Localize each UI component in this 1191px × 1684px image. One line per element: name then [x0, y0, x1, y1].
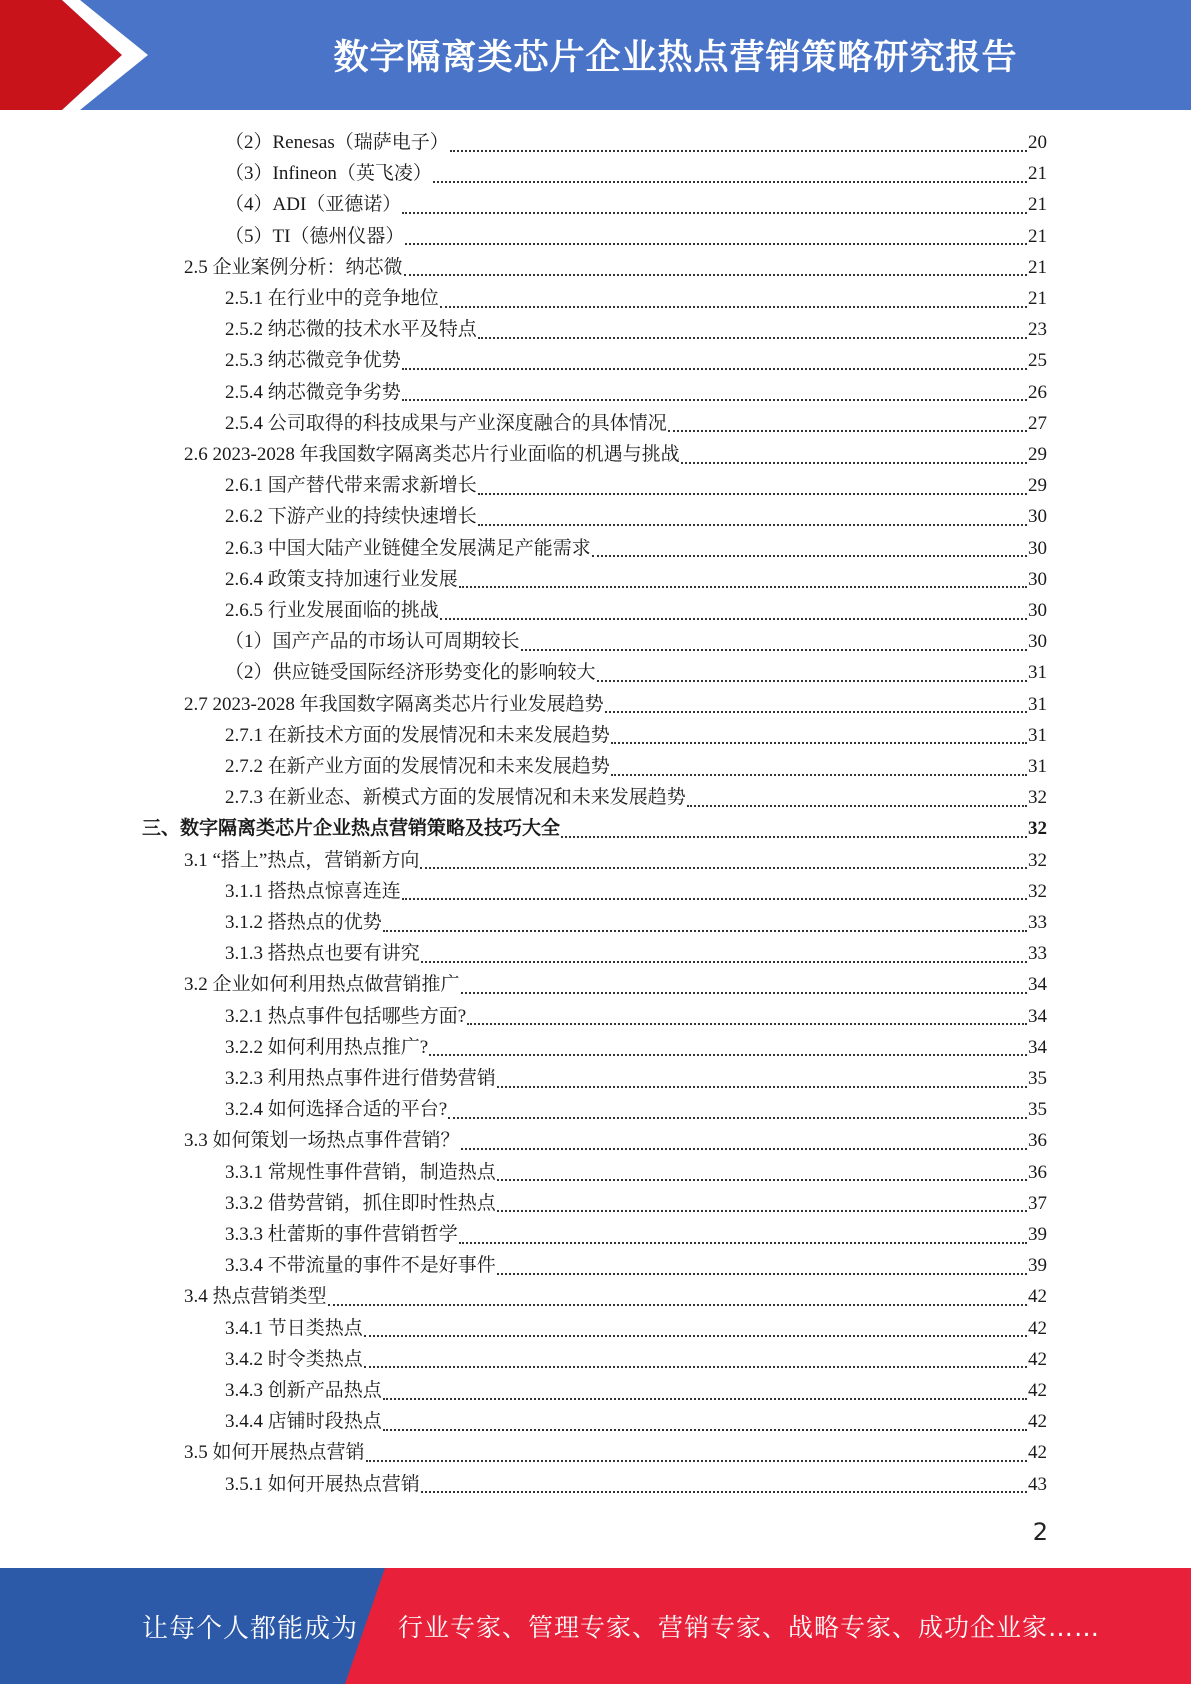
toc-entry[interactable] — [184, 252, 1047, 283]
toc-entry-page: 30 — [1028, 506, 1047, 528]
toc-dot-leader — [405, 243, 1027, 245]
toc-dot-leader — [420, 867, 1027, 869]
toc-dot-leader — [402, 399, 1027, 401]
toc-entry-title: 2.7.3 在新业态、新模式方面的发展情况和未来发展趋势 — [225, 787, 686, 809]
toc-entry-title: 2.5.2 纳芯微的技术水平及特点 — [225, 319, 477, 341]
toc-entry-page: 27 — [1028, 412, 1047, 434]
toc-dot-leader — [404, 274, 1027, 276]
toc-entry-page: 30 — [1028, 568, 1047, 590]
toc-entry[interactable] — [142, 813, 1047, 844]
toc-entry-title: 2.5.3 纳芯微竞争优势 — [225, 350, 401, 372]
toc-dot-leader — [461, 1148, 1027, 1150]
toc-entry[interactable] — [184, 969, 1047, 1000]
toc-entry-page: 31 — [1028, 693, 1047, 715]
toc-entry-page: 42 — [1028, 1442, 1047, 1464]
toc-dot-leader — [497, 1273, 1027, 1275]
toc-dot-leader — [478, 493, 1027, 495]
toc-entry[interactable] — [184, 1281, 1047, 1312]
toc-entry[interactable] — [225, 938, 1047, 969]
toc-entry-page: 20 — [1028, 132, 1047, 153]
toc-entry-title: 2.7 2023-2028 年我国数字隔离类芯片行业发展趋势 — [184, 693, 604, 715]
toc-entry-title: 2.5.4 纳芯微竞争劣势 — [225, 381, 401, 403]
toc-entry[interactable] — [225, 221, 1047, 252]
toc-entry-title: 3.3 如何策划一场热点事件营销？ — [184, 1130, 460, 1152]
toc-dot-leader — [364, 1366, 1027, 1368]
toc-dot-leader — [497, 1179, 1027, 1181]
toc-entry-page: 42 — [1028, 1348, 1047, 1370]
toc-entry-page: 26 — [1028, 381, 1047, 403]
toc-entry[interactable] — [225, 564, 1047, 595]
toc-entry-page: 37 — [1028, 1192, 1047, 1214]
toc-entry-page: 39 — [1028, 1255, 1047, 1277]
toc-entry-title: 2.7.1 在新技术方面的发展情况和未来发展趋势 — [225, 724, 610, 746]
toc-entry-page: 31 — [1028, 724, 1047, 746]
toc-dot-leader — [681, 462, 1027, 464]
toc-entry-page: 34 — [1028, 1005, 1047, 1027]
toc-entry-page: 36 — [1028, 1161, 1047, 1183]
toc-dot-leader — [421, 961, 1027, 963]
toc-entry-title: 3.1.2 搭热点的优势 — [225, 912, 382, 933]
toc-entry[interactable] — [225, 876, 1047, 907]
toc-entry[interactable] — [184, 1125, 1047, 1156]
toc-entry-title: 3.5.1 如何开展热点营销 — [225, 1473, 420, 1495]
toc-dot-leader — [440, 618, 1027, 620]
toc-dot-leader — [687, 805, 1027, 807]
toc-entry-page: 32 — [1028, 787, 1047, 809]
toc-entry[interactable] — [225, 1469, 1047, 1500]
toc-dot-leader — [478, 524, 1027, 526]
toc-entry[interactable] — [225, 314, 1047, 345]
toc-entry-page: 30 — [1028, 600, 1047, 621]
toc-dot-leader — [364, 1335, 1027, 1337]
toc-entry[interactable] — [225, 1250, 1047, 1281]
toc-entry-title: 3.2.3 利用热点事件进行借势营销 — [225, 1068, 496, 1089]
toc-dot-leader — [402, 212, 1027, 214]
toc-entry-title: 2.6.3 中国大陆产业链健全发展满足产能需求 — [225, 537, 591, 559]
toc-entry-title: 3.1 “搭上”热点，营销新方向 — [184, 849, 420, 871]
toc-dot-leader — [478, 337, 1027, 339]
toc-entry[interactable] — [225, 345, 1047, 376]
toc-entry-page: 39 — [1028, 1224, 1047, 1245]
toc-entry-page: 43 — [1028, 1473, 1047, 1495]
toc-entry-page: 32 — [1028, 818, 1047, 840]
toc-dot-leader — [440, 306, 1027, 308]
report-header — [0, 0, 1191, 110]
toc-entry-page: 42 — [1028, 1317, 1047, 1339]
toc-entry-page: 31 — [1028, 662, 1047, 684]
toc-entry-page: 34 — [1028, 974, 1047, 996]
toc-entry-page: 21 — [1028, 225, 1047, 247]
toc-entry-page: 31 — [1028, 756, 1047, 777]
toc-entry-page: 42 — [1028, 1380, 1047, 1401]
toc-entry-page: 33 — [1028, 943, 1047, 965]
toc-entry[interactable] — [225, 751, 1047, 782]
toc-dot-leader — [461, 992, 1027, 994]
toc-entry-title: 3.3.3 杜蕾斯的事件营销哲学 — [225, 1224, 458, 1245]
toc-dot-leader — [467, 1023, 1027, 1025]
toc-entry-title: 2.6.5 行业发展面临的挑战 — [225, 600, 439, 621]
toc-entry-title: 2.6.1 国产替代带来需求新增长 — [225, 475, 477, 497]
toc-dot-leader — [497, 1086, 1027, 1088]
toc-entry[interactable] — [225, 1344, 1047, 1375]
toc-dot-leader — [611, 742, 1027, 744]
toc-entry[interactable] — [225, 626, 1047, 657]
footer-slogan-right: 行业专家、管理专家、营销专家、战略专家、成功企业家…… — [398, 1613, 1101, 1642]
toc-dot-leader — [433, 181, 1027, 183]
toc-dot-leader — [521, 649, 1027, 651]
toc-entry-page: 33 — [1028, 912, 1047, 933]
toc-dot-leader — [605, 711, 1027, 713]
toc-entry-title: 3.4 热点营销类型 — [184, 1286, 327, 1308]
page-number: 2 — [1032, 1518, 1048, 1546]
toc-entry[interactable] — [225, 1094, 1047, 1125]
toc-entry[interactable] — [225, 1219, 1047, 1250]
toc-entry-title: 2.6.4 政策支持加速行业发展 — [225, 568, 458, 590]
toc-dot-leader — [611, 774, 1027, 776]
toc-entry-title: 3.4.2 时令类热点 — [225, 1348, 363, 1370]
footer-slogan-left: 让每个人都能成为 — [142, 1613, 359, 1644]
toc-entry-title: 3.1.1 搭热点惊喜连连 — [225, 880, 401, 902]
toc-entry-title: 2.5 企业案例分析：纳芯微 — [184, 256, 403, 278]
toc-dot-leader — [448, 1117, 1027, 1119]
toc-dot-leader — [561, 836, 1027, 838]
toc-entry[interactable] — [225, 657, 1047, 688]
toc-entry[interactable] — [225, 1188, 1047, 1219]
toc-entry[interactable] — [225, 470, 1047, 501]
toc-entry-title: 3.2.1 热点事件包括哪些方面? — [225, 1005, 467, 1027]
toc-entry-page: 30 — [1028, 631, 1047, 653]
toc-entry-page: 30 — [1028, 537, 1047, 559]
toc-entry-page: 42 — [1028, 1411, 1047, 1433]
toc-entry[interactable] — [225, 283, 1047, 314]
toc-dot-leader — [383, 930, 1027, 932]
toc-entry-title: 3.5 如何开展热点营销 — [184, 1442, 365, 1464]
toc-entry-title: （5）TI（德州仪器） — [225, 225, 405, 247]
toc-entry-title: 2.6.2 下游产业的持续快速增长 — [225, 506, 477, 528]
toc-entry-title: 3.3.4 不带流量的事件不是好事件 — [225, 1255, 496, 1277]
toc-entry-title: （2）Renesas（瑞萨电子） — [225, 132, 449, 153]
toc-dot-leader — [497, 1210, 1027, 1212]
toc-entry-title: 2.5.1 在行业中的竞争地位 — [225, 288, 439, 309]
toc-entry[interactable] — [184, 689, 1047, 720]
toc-entry[interactable] — [225, 1063, 1047, 1094]
toc-entry[interactable] — [225, 595, 1047, 626]
toc-dot-leader — [668, 430, 1027, 432]
toc-dot-leader — [383, 1429, 1027, 1431]
toc-entry[interactable] — [184, 845, 1047, 876]
toc-entry-title: （2）供应链受国际经济形势变化的影响较大 — [225, 662, 596, 684]
toc-dot-leader — [402, 898, 1027, 900]
toc-entry-title: 2.5.4 公司取得的科技成果与产业深度融合的具体情况 — [225, 412, 667, 434]
toc-entry-title: 3.3.2 借势营销，抓住即时性热点 — [225, 1192, 496, 1214]
toc-entry[interactable] — [225, 782, 1047, 813]
toc-entry-title: 3.3.1 常规性事件营销，制造热点 — [225, 1161, 496, 1183]
toc-entry-title: 3.4.1 节日类热点 — [225, 1317, 363, 1339]
toc-entry[interactable] — [225, 533, 1047, 564]
toc-dot-leader — [450, 150, 1027, 152]
toc-entry-page: 35 — [1028, 1068, 1047, 1089]
toc-entry-title: 3.4.3 创新产品热点 — [225, 1380, 382, 1401]
toc-entry-title: 3.2.4 如何选择合适的平台? — [225, 1099, 448, 1121]
toc-entry[interactable] — [225, 1157, 1047, 1188]
toc-entry[interactable] — [225, 158, 1047, 189]
toc-entry[interactable] — [225, 1406, 1047, 1437]
toc-entry[interactable] — [225, 189, 1047, 220]
toc-entry[interactable] — [225, 1032, 1047, 1063]
toc-entry-title: （4）ADI（亚德诺） — [225, 194, 402, 216]
toc-entry-page: 21 — [1028, 163, 1047, 185]
report-title: 数字隔离类芯片企业热点营销策略研究报告 — [333, 38, 1018, 78]
toc-entry[interactable] — [225, 907, 1047, 938]
toc-entry[interactable] — [225, 1313, 1047, 1344]
toc-entry-title: 3.1.3 搭热点也要有讲究 — [225, 943, 420, 965]
toc-entry-page: 25 — [1028, 350, 1047, 372]
toc-entry-page: 36 — [1028, 1130, 1047, 1152]
toc-dot-leader — [402, 368, 1027, 370]
toc-entry-page: 21 — [1028, 288, 1047, 309]
toc-entry-title: （1）国产产品的市场认可周期较长 — [225, 631, 520, 653]
toc-dot-leader — [592, 555, 1027, 557]
toc-entry[interactable] — [184, 439, 1047, 470]
toc-dot-leader — [383, 1398, 1027, 1400]
toc-dot-leader — [459, 586, 1027, 588]
toc-entry[interactable] — [225, 377, 1047, 408]
toc-entry[interactable] — [225, 408, 1047, 439]
toc-entry-title: 2.6 2023-2028 年我国数字隔离类芯片行业面临的机遇与挑战 — [184, 444, 680, 465]
toc-entry[interactable] — [225, 720, 1047, 751]
toc-entry-page: 21 — [1028, 194, 1047, 216]
toc-entry-page: 32 — [1028, 849, 1047, 871]
toc-entry-title: 3.4.4 店铺时段热点 — [225, 1411, 382, 1433]
toc-entry-page: 32 — [1028, 880, 1047, 902]
toc-dot-leader — [366, 1460, 1027, 1462]
toc-entry-page: 21 — [1028, 256, 1047, 278]
toc-entry-title: 2.7.2 在新产业方面的发展情况和未来发展趋势 — [225, 756, 610, 777]
toc-entry-page: 29 — [1028, 475, 1047, 497]
toc-entry[interactable] — [225, 1375, 1047, 1406]
toc-entry-page: 34 — [1028, 1036, 1047, 1058]
toc-entry-title: 3.2 企业如何利用热点做营销推广 — [184, 974, 460, 996]
toc-entry-page: 42 — [1028, 1286, 1047, 1308]
toc-dot-leader — [459, 1242, 1027, 1244]
toc-entry-title: 3.2.2 如何利用热点推广? — [225, 1036, 429, 1058]
toc-entry-page: 35 — [1028, 1099, 1047, 1121]
toc-entry-title: （3）Infineon（英飞凌） — [225, 163, 432, 185]
toc-entry-page: 29 — [1028, 444, 1047, 465]
toc-entry[interactable] — [184, 1437, 1047, 1468]
footer-banner — [0, 1568, 1191, 1684]
toc-dot-leader — [421, 1491, 1027, 1493]
toc-dot-leader — [429, 1054, 1027, 1056]
toc-entry[interactable] — [225, 127, 1047, 158]
toc-entry-page: 23 — [1028, 319, 1047, 341]
toc-entry-title: 三、数字隔离类芯片企业热点营销策略及技巧大全 — [142, 818, 561, 840]
toc-entry[interactable] — [225, 1001, 1047, 1032]
toc-dot-leader — [597, 680, 1027, 682]
toc-entry[interactable] — [225, 501, 1047, 532]
toc-dot-leader — [328, 1304, 1027, 1306]
